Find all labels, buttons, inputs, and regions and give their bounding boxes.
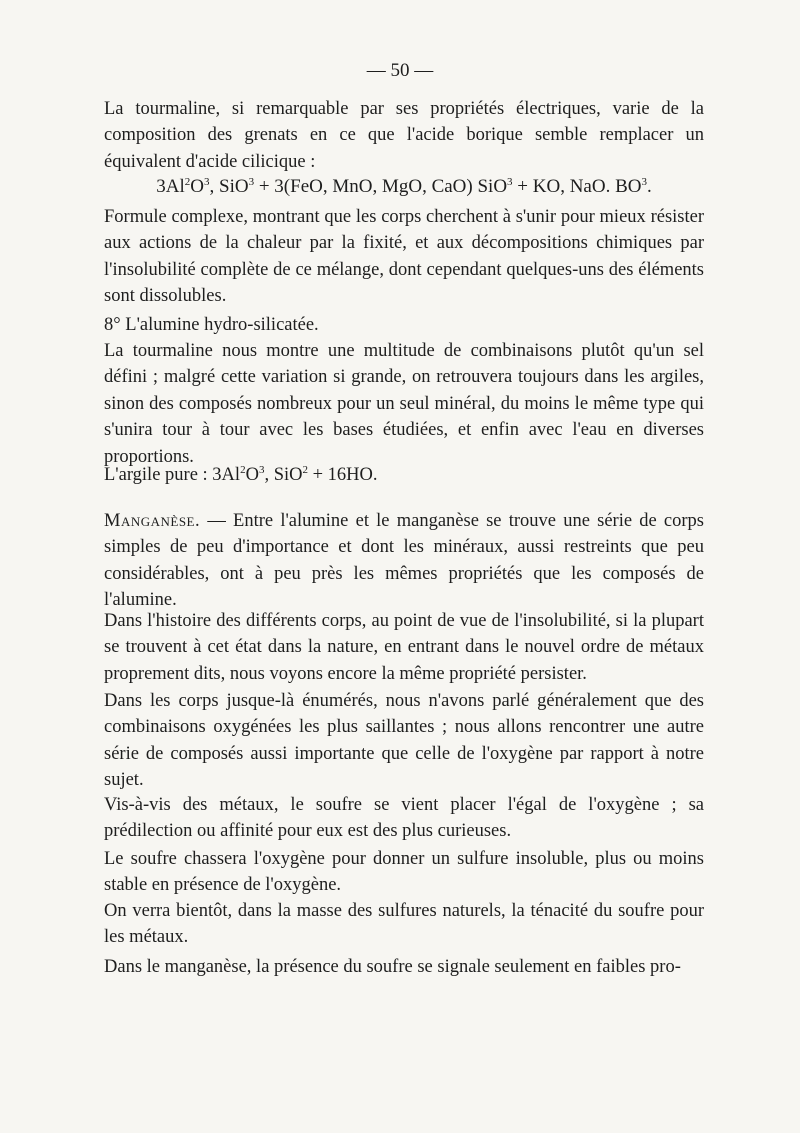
section-heading-alumine-hydro-silicatee: 8° L'alumine hydro-silicatée. [104,315,319,335]
formula-argile-pure: L'argile pure : $3Al^2O^3$, SiO$^2$ + 16HO. [104,464,378,485]
paragraph-combinaisons-oxygenees: Dans les corps jusque-là énumérés, nous n'avons parlé généralement que des combinaisons oxygénées les plus saillantes ; nous allons rencontrer une autre série de composés aussi importante que celle de l'oxygène par rapport à notre sujet. [104,691,704,791]
paragraph-sulfures-naturels: On verra bientôt, dans la masse des sulfures naturels, la ténacité du soufre pour les métaux. [104,901,704,948]
section-heading-manganese: Manganèse. [104,511,201,531]
paragraph-formule-complexe: Formule complexe, montrant que les corps cherchent à s'unir pour mieux résister aux actions de la chaleur par la fixité, et aux décompositions chimiques par l'insolubilité complète de ce mélange, dont cependant quelques-uns des éléments sont dissolubles. [104,207,704,307]
paragraph-manganese-soufre: Dans le manganèse, la présence du soufre se signale seulement en faibles pro- [104,957,681,977]
page-number: — 50 — [366,60,434,81]
paragraph-tourmaline-combinaisons: La tourmaline nous montre une multitude de combinaisons plutôt qu'un sel défini ; malgré cette variation si grande, on retrouvera toujours dans les argiles, sinon des composés nombreux pour un seul minéral, du moins le même type qui s'unira tour à tour avec les bases étudiées, et enfin avec l'eau en diverses proportions. [104,341,704,467]
paragraph-tourmaline-composition: La tourmaline, si remarquable par ses propriétés électriques, varie de la composition des grenats en ce que l'acide borique semble remplacer un équivalent d'acide cilicique : [104,99,704,172]
paragraph-histoire-corps: Dans l'histoire des différents corps, au point de vue de l'insolubilité, si la plupart se trouvent à cet état dans la nature, en entrant dans le nouvel ordre de métaux proprement dits, nous voyons encore la même propriété persister. [104,611,704,684]
paragraph-soufre-metaux: Vis-à-vis des métaux, le soufre se vient placer l'égal de l'oxygène ; sa prédilection ou affinité pour eux est des plus curieuses. [104,795,704,842]
paragraph-manganese: Manganèse. — Entre l'alumine et le manganèse se trouve une série de corps simples de peu d'importance et dont les minéraux, aussi restreints que peu considérables, ont à peu près les mêmes propriétés que les composés de l'alumine. [104,511,704,611]
formula-tourmaline: $3Al^2O^3$, SiO$^3$ + 3(FeO, MnO, MgO, CaO) SiO$^3$ + KO, NaO. $BO^3$. [156,176,652,197]
paragraph-soufre-sulfure: Le soufre chassera l'oxygène pour donner un sulfure insoluble, plus ou moins stable en présence de l'oxygène. [104,849,704,896]
